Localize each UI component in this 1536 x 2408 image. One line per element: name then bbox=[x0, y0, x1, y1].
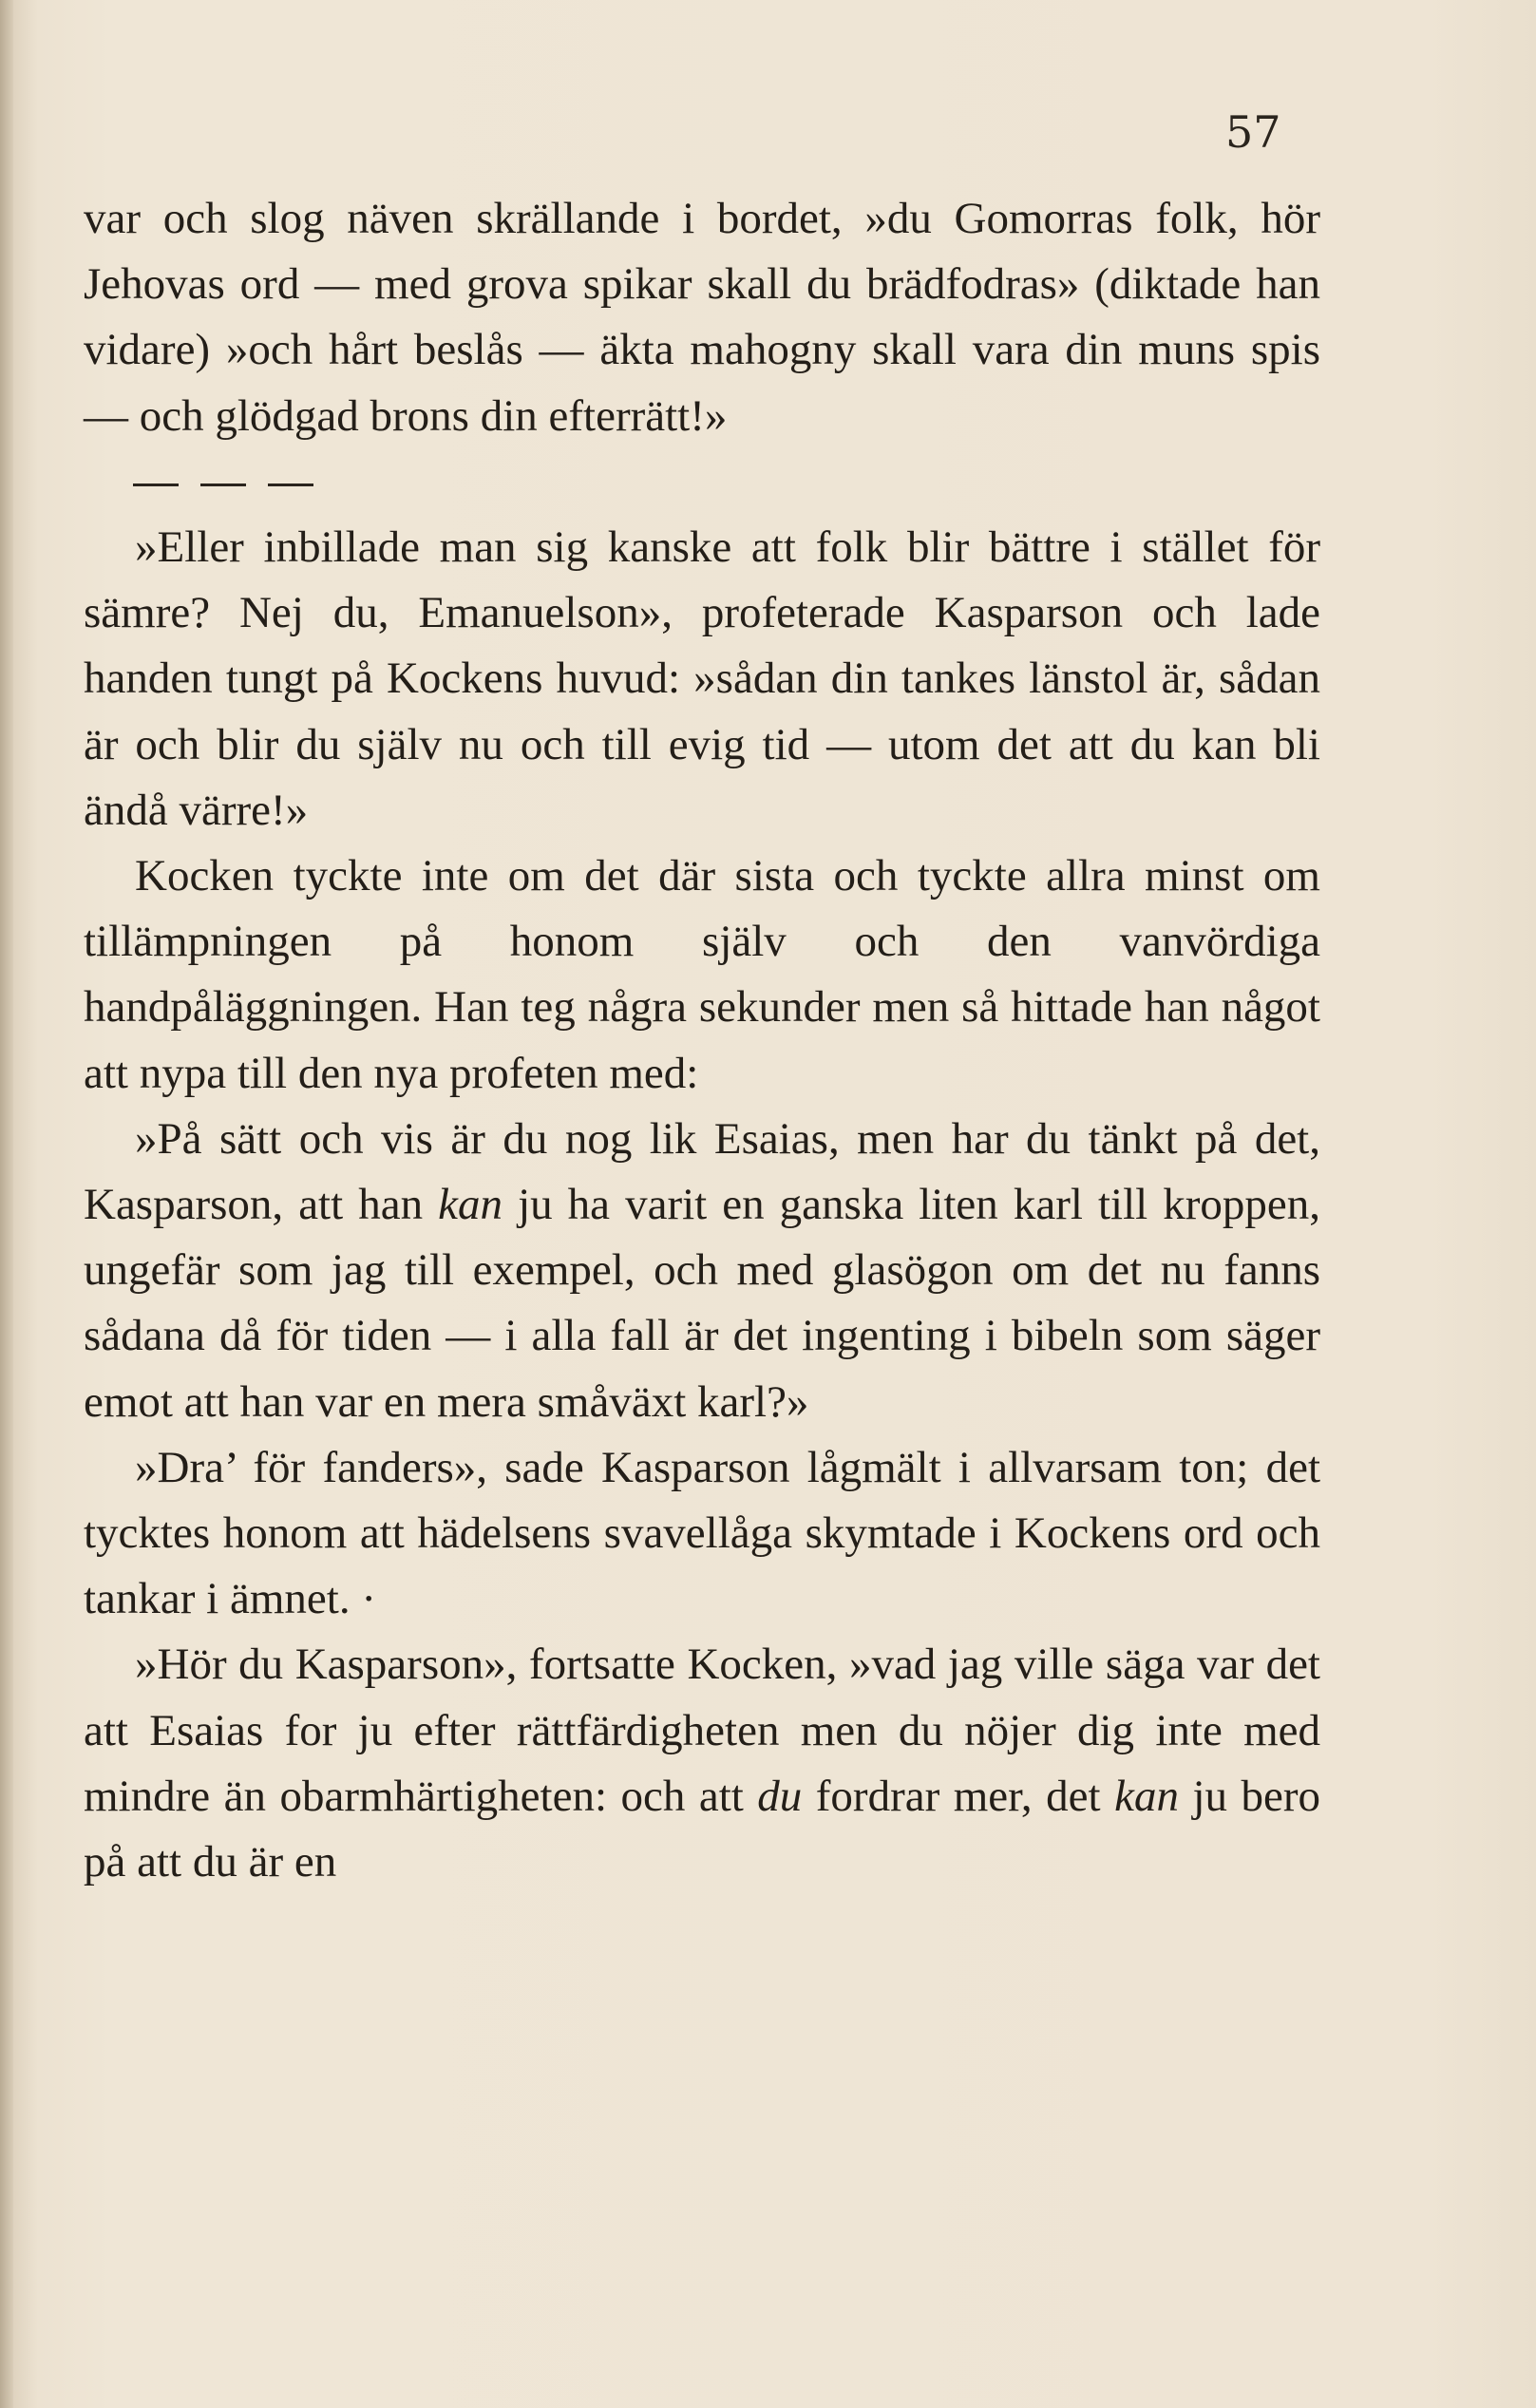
paragraph-4 bbox=[84, 1107, 1320, 1435]
page-number: 57 bbox=[1225, 106, 1281, 158]
text-segment: fordrar mer, det bbox=[802, 1771, 1115, 1821]
text-segment: »Dra’ för fanders», sade Kasparson lågmält i allvarsam ton; det tycktes honom att hädelsens svavellåga skymtade i Kockens ord och tankar i ämnet. · bbox=[84, 1442, 1320, 1624]
text-segment: »Eller inbillade man sig kanske att folk blir bättre i stället för sämre? Nej du, Emanuelson», profeterade Kasparson och lade handen tungt på Kockens huvud: »sådan din tankes länstol är, sådan är och blir du själv nu och till evig tid — utom det att du kan bli ändå värre!» bbox=[84, 522, 1320, 835]
section-separator bbox=[84, 449, 1320, 515]
separator-dash bbox=[268, 483, 313, 486]
separator-dash bbox=[133, 483, 179, 486]
italic-segment: du bbox=[757, 1771, 803, 1821]
paragraph-6 bbox=[84, 1632, 1320, 1895]
text-segment: ju ha varit en ganska liten karl till kroppen, ungefär som jag till exempel, och med glasögon om det nu fanns sådana då för tiden — i alla fall är det ingenting i bibeln som säger emot att han var en mera småväxt karl?» bbox=[84, 1180, 1320, 1427]
body-text bbox=[84, 186, 1320, 1895]
page-spine-shadow bbox=[0, 0, 13, 2408]
paragraph-3 bbox=[84, 844, 1320, 1107]
paragraph-5 bbox=[84, 1435, 1320, 1633]
paragraph-1 bbox=[84, 186, 1320, 449]
text-segment: var och slog näven skrällande i bordet, »du Gomorras folk, hör Jehovas ord — med grova spikar skall du brädfodras» (diktade han vidare) »och hårt beslås — äkta mahogny skall vara din muns spis — och glödgad brons din efterrätt!» bbox=[84, 194, 1320, 441]
italic-segment: kan bbox=[438, 1180, 503, 1230]
text-segment: »Hör du Kasparson», fortsatte Kocken, »vad jag ville säga var det att Esaias for ju efter rättfärdigheten men du nöjer dig inte med mindre än obarmhärtigheten: och att bbox=[84, 1640, 1320, 1821]
italic-segment: kan bbox=[1114, 1771, 1179, 1821]
paragraph-2 bbox=[84, 515, 1320, 844]
text-segment: ju bero på att du är en bbox=[84, 1771, 1320, 1887]
text-segment: Kocken tyckte inte om det där sista och tyckte allra minst om tillämpningen på honom själv och den vanvördiga handpåläggningen. Han teg några sekunder men så hittade han något att nypa till den nya profeten med: bbox=[84, 851, 1320, 1098]
text-segment: »På sätt och vis är du nog lik Esaias, men har du tänkt på det, Kasparson, att han bbox=[84, 1113, 1320, 1230]
separator-dash bbox=[200, 483, 246, 486]
